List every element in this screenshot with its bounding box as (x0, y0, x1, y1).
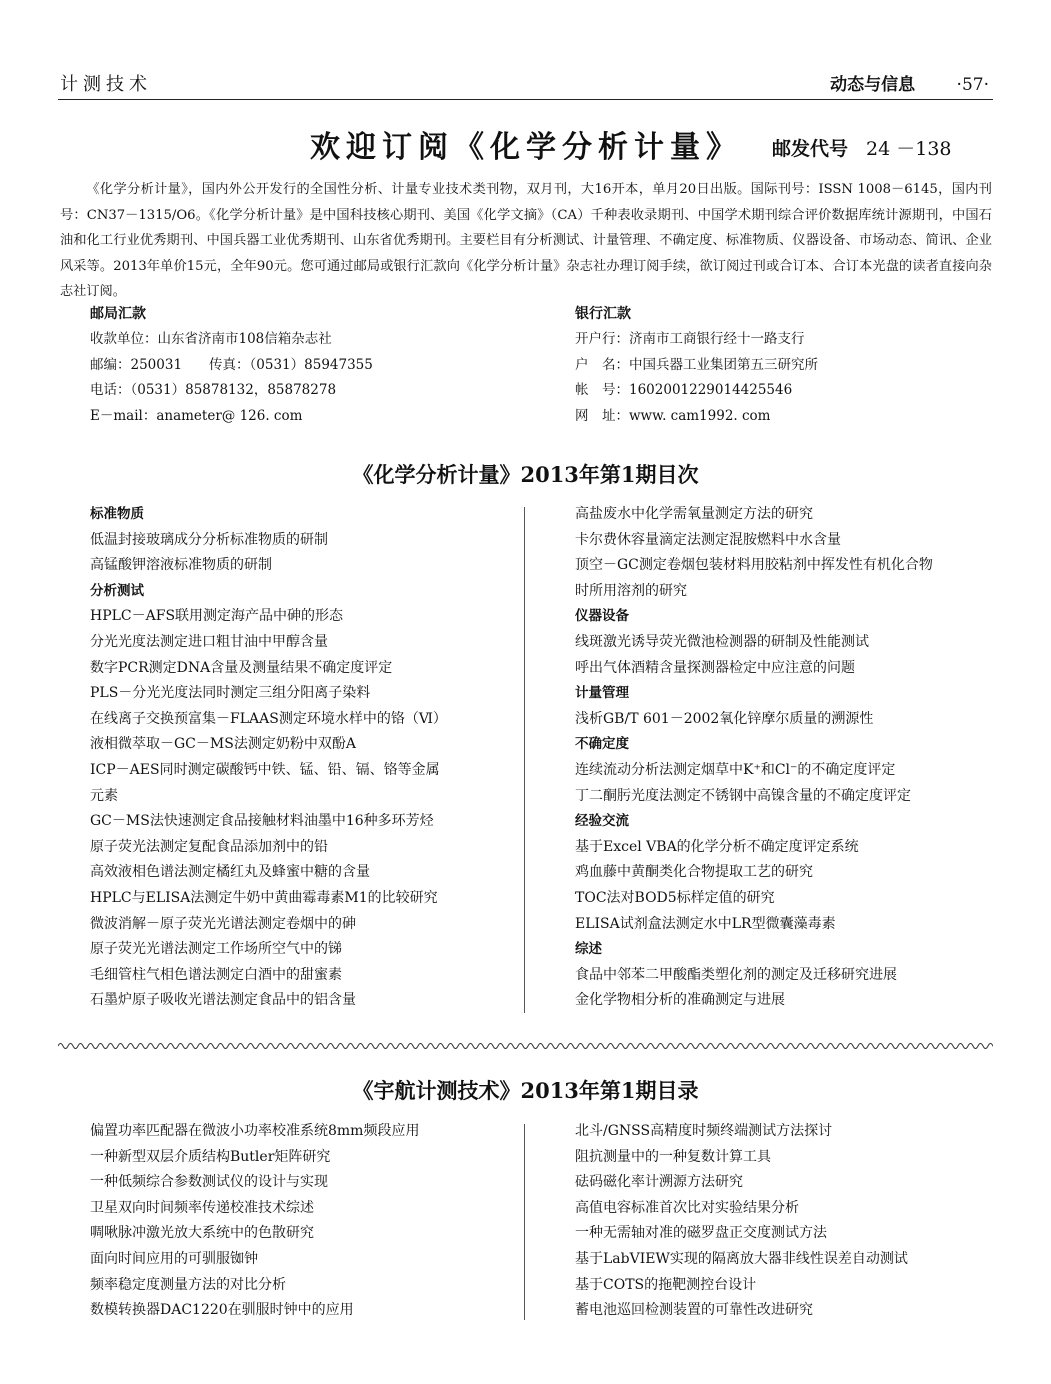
toc-entry: 蓄电池巡回检测装置的可靠性改进研究 (575, 1302, 813, 1319)
toc-entry: 丁二酮肟光度法测定不锈钢中高镍含量的不确定度评定 (575, 787, 911, 804)
page-header-right (830, 70, 989, 95)
toc-entry: 北斗/GNSS高精度时频终端测试方法探讨 (575, 1123, 833, 1139)
toc-category: 综述 (575, 941, 602, 958)
toc-category: 仪器设备 (575, 608, 629, 625)
section-name: 动态与信息 (830, 75, 916, 95)
toc-entry: 卡尔费休容量滴定法测定混胺燃料中水含量 (575, 531, 841, 548)
toc-entry: 分光光度法测定进口粗甘油中甲醇含量 (90, 633, 328, 650)
toc-entry: HPLC与ELISA法测定牛奶中黄曲霉毒素M1的比较研究 (90, 889, 438, 906)
toc-entry: 微波消解－原子荧光光谱法测定卷烟中的砷 (90, 915, 356, 932)
toc-entry: ELISA试剂盒法测定水中LR型微囊藻毒素 (575, 915, 836, 932)
toc1-left-column (90, 502, 510, 1014)
page-number: ·57· (956, 75, 989, 95)
toc-entry: 毛细管柱气相色谱法测定白酒中的甜蜜素 (90, 966, 342, 983)
toc-category: 不确定度 (575, 736, 629, 753)
toc-entry: 顶空－GC测定卷烟包装材料用胶粘剂中挥发性有机化合物 (575, 557, 933, 574)
toc-category: 分析测试 (90, 582, 144, 599)
post-line: E－mail：anameter@ 126. com (90, 407, 303, 424)
journal-name: 计测技术 (60, 74, 152, 95)
ad-title: 欢迎订阅《化学分析计量》 (310, 130, 742, 165)
toc-entry: 数模转换器DAC1220在驯服时钟中的应用 (90, 1302, 354, 1319)
toc-entry: ICP－AES同时测定碳酸钙中铁、锰、铅、镉、铬等金属 (90, 761, 440, 778)
toc-entry: 连续流动分析法测定烟草中K⁺和Cl⁻的不确定度评定 (575, 761, 896, 778)
toc-entry: 金化学物相分析的准确测定与进展 (575, 992, 785, 1009)
post-line: 邮编：250031 传真：（0531）85947355 (90, 356, 373, 373)
toc-entry: 高盐废水中化学需氧量测定方法的研究 (575, 506, 813, 522)
postal-code-value: 24 －138 (866, 138, 952, 160)
toc-entry: 在线离子交换预富集－FLAAS测定环境水样中的铬（Ⅵ） (90, 710, 447, 727)
toc-entry: 液相微萃取－GC－MS法测定奶粉中双酚A (90, 736, 356, 753)
toc-entry: 阻抗测量中的一种复数计算工具 (575, 1148, 771, 1165)
toc-entry: 一种低频综合参数测试仪的设计与实现 (90, 1174, 328, 1191)
toc-category: 标准物质 (90, 506, 144, 522)
toc-entry: 偏置功率匹配器在微波小功率校准系统8mm频段应用 (90, 1123, 420, 1139)
toc-entry: PLS－分光光度法同时测定三组分阳离子染料 (90, 685, 371, 702)
post-line: 电话：（0531）85878132，85878278 (90, 382, 337, 399)
toc-entry: 高锰酸钾溶液标准物质的研制 (90, 557, 272, 574)
column-divider (524, 507, 525, 1013)
bank-line: 网 址：www. cam1992. com (575, 407, 771, 424)
toc-category: 计量管理 (575, 685, 629, 702)
toc-entry: 高效液相色谱法测定橘红丸及蜂蜜中糖的含量 (90, 864, 370, 881)
postal-code-label: 邮发代号 (772, 138, 849, 160)
toc-entry: 浅析GB/T 601－2002氧化锌摩尔质量的溯源性 (575, 710, 874, 727)
bank-line: 户 名：中国兵器工业集团第五三研究所 (575, 356, 818, 373)
toc-entry: 基于LabVIEW实现的隔离放大器非线性误差自动测试 (575, 1250, 908, 1267)
toc-entry: 基于COTS的拖靶测控台设计 (575, 1276, 757, 1293)
toc-entry: 线斑激光诱导荧光微池检测器的研制及性能测试 (575, 633, 869, 650)
wavy-divider (58, 1041, 993, 1051)
column-divider (524, 1124, 525, 1320)
toc-entry: 原子荧光法测定复配食品添加剂中的铅 (90, 838, 328, 855)
toc-entry: 低温封接玻璃成分分析标准物质的研制 (90, 531, 328, 548)
toc-entry: 砝码磁化率计溯源方法研究 (575, 1174, 743, 1191)
toc-entry: 石墨炉原子吸收光谱法测定食品中的铝含量 (90, 992, 356, 1009)
bank-line: 开户行：济南市工商银行经十一路支行 (575, 331, 805, 348)
toc-entry: 原子荧光光谱法测定工作场所空气中的锑 (90, 941, 342, 958)
bank-line: 帐 号：1602001229014425546 (575, 382, 793, 399)
toc-entry: 元素 (90, 787, 118, 804)
toc2-left-column (90, 1119, 510, 1324)
toc-entry: 一种无需轴对准的磁罗盘正交度测试方法 (575, 1225, 827, 1242)
toc-category: 经验交流 (575, 813, 629, 830)
toc-entry: 基于Excel VBA的化学分析不确定度评定系统 (575, 838, 859, 855)
postal-code (772, 134, 952, 161)
toc-entry: 啁啾脉冲激光放大系统中的色散研究 (90, 1225, 314, 1242)
header-rule (58, 99, 993, 100)
toc-entry: 鸡血藤中黄酮类化合物提取工艺的研究 (575, 864, 813, 881)
toc-entry: 卫星双向时间频率传递校准技术综述 (90, 1199, 314, 1216)
toc1-right-column (575, 502, 995, 1014)
toc-entry: 数字PCR测定DNA含量及测量结果不确定度评定 (90, 659, 393, 676)
bank-remittance-heading: 银行汇款 (575, 306, 631, 322)
toc-entry: 高值电容标准首次比对实验结果分析 (575, 1199, 799, 1216)
post-remittance-block (90, 302, 373, 429)
toc-entry: 时所用溶剂的研究 (575, 582, 687, 599)
ad-intro-paragraph: 《化学分析计量》，国内外公开发行的全国性分析、计量专业技术类刊物，双月刊，大16开本，单月20日出版。国际刊号：ISSN 1008－6145，国内刊号：CN37－1315/O6。《化学分析计量》是中国科技核心期刊、美国《化学文摘》（CA）千种表收录期刊、中国学术期刊综合评价数据库统计源期刊，中国石油和化工行业优秀期刊、中国兵器工业优秀期刊、山东省优秀期刊。主要栏目有分析测试、计量管理、不确定度、标准物质、仪器设备、市场动态、简讯、企业风采等。2013年单价15元，全年90元。您可通过邮局或银行汇款向《化学分析计量》杂志社办理订阅手续，欲订阅过刊或合订本、合订本光盘的读者直接向杂志社订阅。 (60, 182, 992, 299)
toc-entry: TOC法对BOD5标样定值的研究 (575, 889, 775, 906)
toc-entry: 频率稳定度测量方法的对比分析 (90, 1276, 286, 1293)
toc-entry: GC－MS法快速测定食品接触材料油墨中16种多环芳烃 (90, 813, 434, 830)
toc-entry: 一种新型双层介质结构Butler矩阵研究 (90, 1148, 331, 1165)
toc-entry: 呼出气体酒精含量探测器检定中应注意的问题 (575, 659, 855, 676)
post-line: 收款单位：山东省济南市108信箱杂志社 (90, 331, 332, 348)
toc-entry: 面向时间应用的可驯服铷钟 (90, 1250, 258, 1267)
toc2-right-column (575, 1119, 995, 1324)
bank-remittance-block (575, 302, 818, 429)
toc-entry: 食品中邻苯二甲酸酯类塑化剂的测定及迁移研究进展 (575, 966, 897, 983)
toc2-title: 《宇航计测技术》2013年第1期目录 (352, 1078, 699, 1103)
post-remittance-heading: 邮局汇款 (90, 306, 146, 322)
toc-entry: HPLC－AFS联用测定海产品中砷的形态 (90, 608, 344, 625)
toc1-title: 《化学分析计量》2013年第1期目次 (352, 462, 699, 487)
